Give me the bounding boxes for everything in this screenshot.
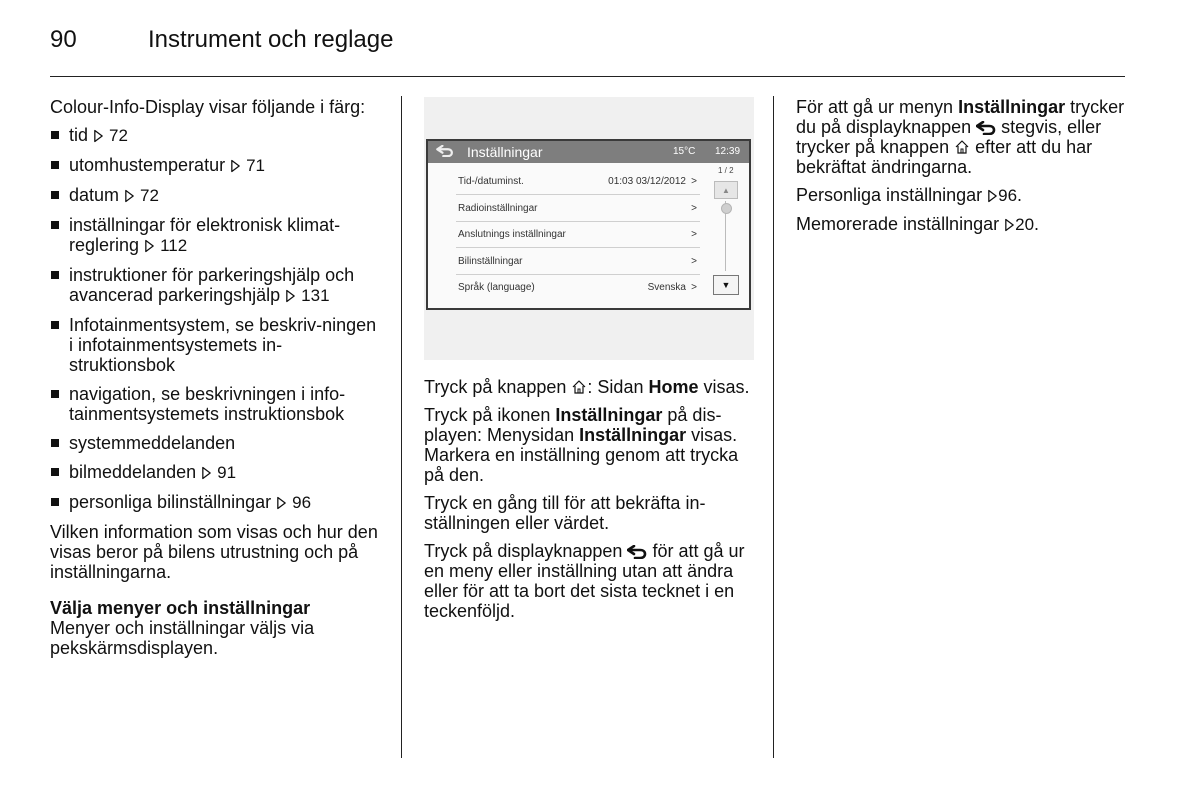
- page-indicator: 1 / 2: [718, 166, 734, 175]
- settings-row[interactable]: [456, 195, 700, 222]
- exit-menu-instruction: För att gå ur menyn Inställningar trycker du på displayknappen stegvis, eller trycker på knappen efter att du har bekräftat ändringarna.: [796, 97, 1125, 177]
- page-title: Instrument och reglage: [148, 26, 394, 53]
- settings-row-label: Radioinställningar: [458, 202, 538, 214]
- list-item-text: bilmeddelanden: [69, 462, 202, 482]
- stored-settings-ref: Memorerade inställningar 20.: [796, 214, 1040, 234]
- list-item-text: inställningar för elektronisk klimat-reglering: [69, 215, 341, 255]
- back-arrow-icon: [976, 121, 996, 135]
- bullet-square: [51, 131, 59, 139]
- screen-clock: 12:39: [715, 146, 741, 157]
- arrow-ref-icon: [93, 129, 104, 143]
- settings-row-arrow: >: [691, 202, 697, 214]
- home-icon: [571, 379, 587, 395]
- page-ref: 72: [109, 126, 128, 145]
- list-item: [50, 315, 380, 375]
- list-item: [50, 185, 380, 206]
- display-screen: [426, 139, 751, 310]
- list-item: [50, 215, 380, 256]
- page-ref: 131: [301, 286, 330, 305]
- list-item-text: tid: [69, 125, 94, 145]
- page-header: [50, 26, 1125, 77]
- arrow-ref-icon: [144, 239, 155, 253]
- page-ref: 96: [292, 493, 312, 512]
- settings-row-label: Anslutnings inställningar: [458, 229, 566, 240]
- scroll-up-button[interactable]: ▲: [714, 181, 738, 199]
- page-ref: 72: [140, 186, 159, 205]
- column-middle: [424, 377, 754, 629]
- arrow-ref-icon: [987, 189, 998, 203]
- settings-row[interactable]: [456, 168, 700, 195]
- arrow-ref-icon: [124, 189, 135, 203]
- list-item: [50, 492, 380, 513]
- list-item: [50, 462, 380, 483]
- arrow-ref-icon: [201, 466, 212, 480]
- screen-title-bar: [428, 141, 749, 163]
- settings-row[interactable]: [456, 221, 700, 248]
- page-ref: 112: [160, 236, 188, 255]
- settings-screen-figure: [424, 97, 754, 360]
- bullet-square: [51, 390, 59, 398]
- list-item: [50, 384, 380, 424]
- list-item-text: Infotainmentsystem, se beskriv-ningen i infotainmentsystemets in-struktionsbok: [69, 315, 377, 375]
- page-ref: 71: [246, 156, 266, 175]
- bullet-square: [51, 439, 59, 447]
- settings-instruction: Tryck på ikonen Inställningar på dis-playen: Menysidan Inställningar visas. Markera en inställning genom att trycka på den.: [424, 405, 739, 485]
- list-item-text: instruktioner för parkeringshjälp och avancerad parkeringshjälp: [69, 265, 355, 305]
- settings-row-value: Svenska: [647, 282, 686, 293]
- home-instruction: Tryck på knappen : Sidan Home visas.: [424, 377, 750, 397]
- list-item: [50, 155, 380, 176]
- back-arrow-icon[interactable]: [436, 145, 454, 157]
- bullet-square: [51, 271, 59, 279]
- section-subheading: Välja menyer och inställningar: [50, 598, 311, 618]
- arrow-ref-icon: [1004, 218, 1015, 232]
- list-item-text: systemmeddelanden: [69, 433, 236, 453]
- list-item-text: datum: [69, 185, 125, 205]
- arrow-ref-icon: [276, 496, 287, 510]
- list-item: [50, 125, 380, 146]
- arrow-ref-icon: [285, 289, 296, 303]
- scroll-handle[interactable]: [721, 203, 732, 214]
- list-item-text: personliga bilinställningar: [69, 492, 277, 512]
- list-item-text: utomhustemperatur: [69, 155, 231, 175]
- bullet-square: [51, 191, 59, 199]
- settings-row[interactable]: [456, 248, 700, 275]
- settings-row[interactable]: [456, 274, 700, 300]
- settings-row-label: Tid-/datuminst.: [458, 176, 524, 187]
- screen-temperature: 15°C: [673, 146, 696, 157]
- settings-row-label: Språk (language): [458, 282, 535, 293]
- page-ref: 91: [217, 463, 237, 482]
- settings-row-arrow: >: [691, 255, 697, 267]
- column-right: [796, 97, 1131, 243]
- list-item: [50, 433, 380, 453]
- column-left: [50, 97, 380, 666]
- intro-text: Colour-Info-Display visar följande i färg:: [50, 97, 366, 117]
- bullet-square: [51, 221, 59, 229]
- home-icon: [954, 139, 970, 155]
- settings-row-value: 01:03 03/12/2012: [608, 176, 686, 187]
- page-number: 90: [50, 26, 77, 53]
- feature-list: [50, 125, 380, 513]
- column-divider-1: [401, 96, 402, 758]
- subsection-text: Menyer och inställningar väljs via pekskärmsdisplayen.: [50, 618, 315, 658]
- bullet-square: [51, 468, 59, 476]
- personal-settings-ref: Personliga inställningar 96.: [796, 185, 1023, 205]
- settings-row-arrow: >: [691, 229, 697, 240]
- settings-row-arrow: >: [691, 176, 697, 187]
- list-item-text: navigation, se beskrivningen i info-tainmentsystemets instruktionsbok: [69, 384, 346, 424]
- settings-row-arrow: >: [691, 282, 697, 293]
- list-item: [50, 265, 380, 306]
- column-divider-2: [773, 96, 774, 758]
- screen-title: Inställningar: [467, 144, 543, 160]
- bullet-square: [51, 498, 59, 506]
- settings-row-label: Bilinställningar: [458, 255, 523, 267]
- confirm-instruction: Tryck en gång till för att bekräfta in-ställningen eller värdet.: [424, 493, 706, 533]
- scroll-down-button[interactable]: ▼: [713, 275, 739, 295]
- bullet-square: [51, 321, 59, 329]
- back-instruction: Tryck på displayknappen för att gå ur en meny eller inställning utan att ändra eller för att ta bort det sista tecknet i en teckenföljd.: [424, 541, 745, 621]
- bullet-square: [51, 161, 59, 169]
- arrow-ref-icon: [230, 159, 241, 173]
- info-text: Vilken information som visas och hur den visas beror på bilens utrustning och på inställningarna.: [50, 522, 378, 582]
- back-arrow-icon: [627, 545, 647, 559]
